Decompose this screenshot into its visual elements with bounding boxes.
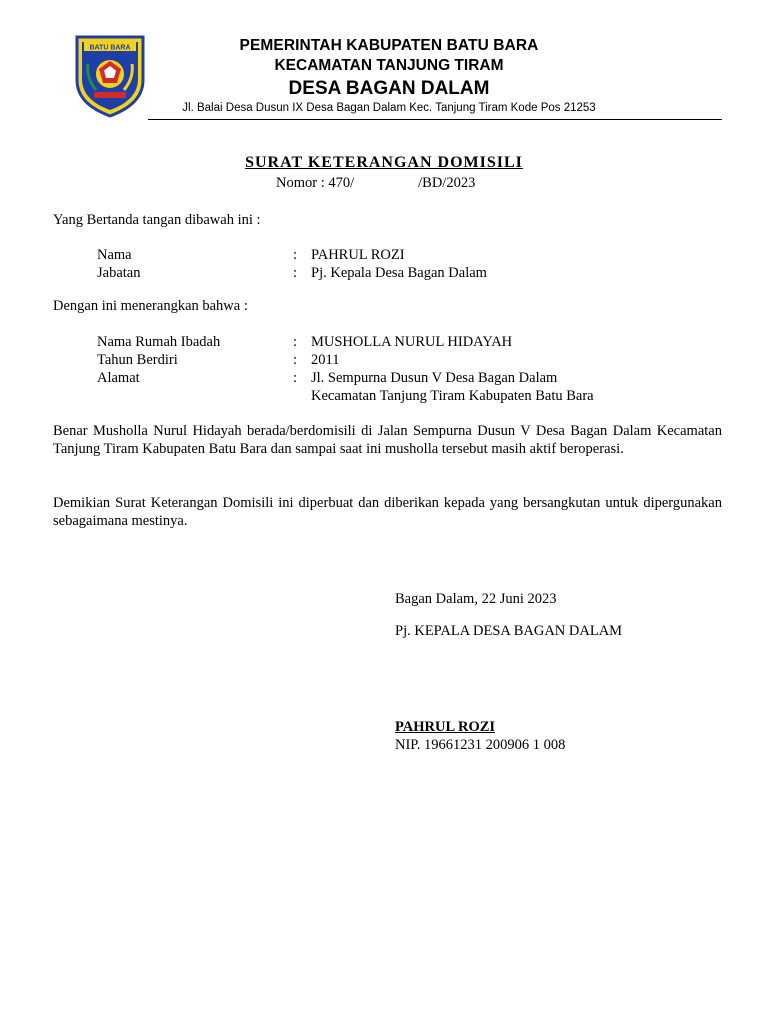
field-label: Jabatan: [97, 265, 141, 281]
regency-emblem-logo: [74, 34, 146, 118]
field-colon: :: [293, 247, 298, 263]
signer-position: Pj. KEPALA DESA BAGAN DALAM: [395, 623, 623, 639]
field-value: Pj. Kepala Desa Bagan Dalam: [311, 265, 487, 281]
letterhead: [150, 36, 628, 115]
field-colon: :: [293, 334, 298, 350]
field-value: Jl. Sempurna Dusun V Desa Bagan Dalam: [311, 370, 558, 386]
signer-nip: NIP. 19661231 200906 1 008: [395, 737, 566, 753]
government-name: PEMERINTAH KABUPATEN BATU BARA: [239, 37, 539, 54]
field-colon: :: [293, 370, 298, 386]
logo-text: BATU BARA: [89, 44, 131, 52]
field-label: Nama Rumah Ibadah: [97, 334, 221, 350]
field-value: MUSHOLLA NURUL HIDAYAH: [311, 334, 513, 350]
number-suffix: /BD/2023: [418, 175, 476, 191]
field-label: Tahun Berdiri: [97, 352, 178, 368]
village-name: DESA BAGAN DALAM: [288, 78, 490, 99]
field-colon: :: [293, 265, 298, 281]
place-date: Bagan Dalam, 22 Juni 2023: [395, 591, 557, 607]
field-value: PAHRUL ROZI: [311, 247, 405, 263]
district-name: KECAMATAN TANJUNG TIRAM: [274, 57, 504, 74]
office-address: Jl. Balai Desa Dusun IX Desa Bagan Dalam Kec. Tanjung Tiram Kode Pos 21253: [182, 102, 596, 114]
body-paragraph: Benar Musholla Nurul Hidayah berada/berdomisili di Jalan Sempurna Dusun V Desa Bagan Dalam Kecamatan Tanjung Tiram Kabupaten Batu Bara dan sampai saat ini musholla tersebut masih aktif beroperasi.: [53, 423, 722, 457]
field-value: 2011: [311, 352, 340, 368]
closing-paragraph: Demikian Surat Keterangan Domisili ini diperbuat dan diberikan kepada yang bersangkutan untuk dipergunakan sebagaimana mestinya.: [53, 495, 722, 529]
signer-name: PAHRUL ROZI: [395, 719, 496, 735]
document-number: [276, 175, 475, 192]
field-value: Kecamatan Tanjung Tiram Kabupaten Batu Bara: [311, 388, 594, 404]
number-prefix: Nomor : 470/: [276, 175, 355, 191]
intro-text: Yang Bertanda tangan dibawah ini :: [53, 212, 261, 228]
letterhead-divider: [148, 119, 722, 120]
statement-text: Dengan ini menerangkan bahwa :: [53, 298, 248, 314]
field-label: Alamat: [97, 370, 140, 386]
field-colon: :: [293, 352, 298, 368]
field-label: Nama: [97, 247, 132, 263]
document-title: SURAT KETERANGAN DOMISILI: [245, 154, 523, 171]
